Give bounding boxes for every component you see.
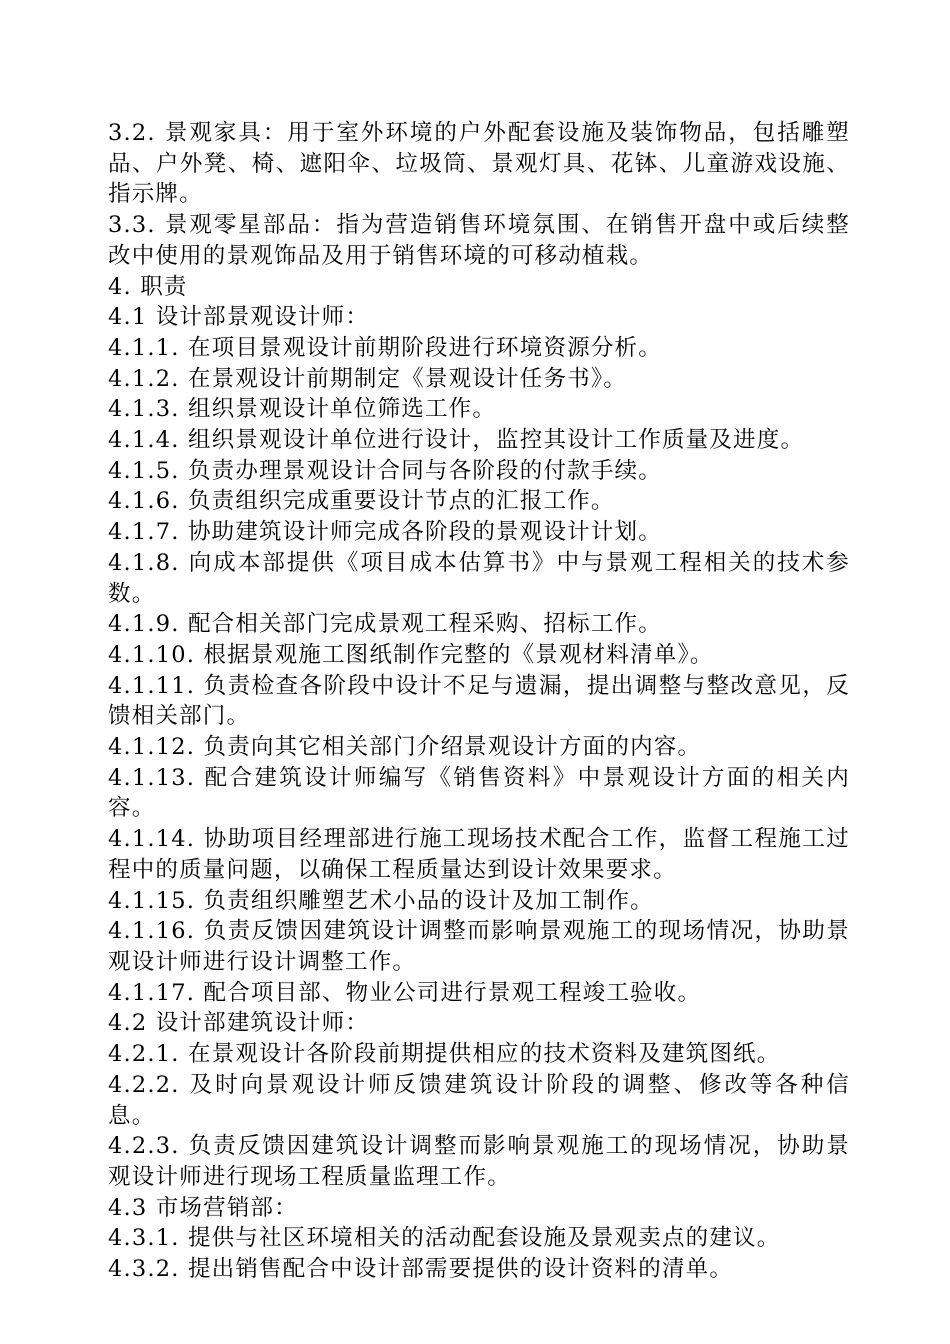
clause-4-1-10: 4.1.10. 根据景观施工图纸制作完整的《景观材料清单》。 [108, 641, 714, 668]
clause-4-1-16: 4.1.16. 负责反馈因建筑设计调整而影响景观施工的现场情况，协助景观设计师进行设计调整工作。 [108, 918, 850, 975]
clause-4-1-6: 4.1.6. 负责组织完成重要设计节点的汇报工作。 [108, 488, 615, 515]
clause-4-1-8: 4.1.8. 向成本部提供《项目成本估算书》中与景观工程相关的技术参数。 [108, 549, 850, 607]
clause-4-2-2: 4.2.2. 及时向景观设计师反馈建筑设计阶段的调整、修改等各种信息。 [108, 1071, 850, 1129]
clause-4-1-15: 4.1.15. 负责组织雕塑艺术小品的设计及加工制作。 [108, 887, 654, 914]
section-4-2-heading: 4.2 设计部建筑设计师： [108, 1010, 370, 1037]
clause-4-1-17: 4.1.17. 配合项目部、物业公司进行景观工程竣工验收。 [108, 979, 702, 1006]
clause-4-2-3: 4.2.3. 负责反馈因建筑设计调整而影响景观施工的现场情况，协助景观设计师进行现场工程质量监理工作。 [108, 1133, 850, 1190]
clause-4-1-14: 4.1.14. 协助项目经理部进行施工现场技术配合工作，监督工程施工过程中的质量问题，以确保工程质量达到设计效果要求。 [108, 826, 850, 883]
clause-4-1-13: 4.1.13. 配合建筑设计师编写《销售资料》中景观设计方面的相关内容。 [108, 764, 850, 822]
clause-4-1-12: 4.1.12. 负责向其它相关部门介绍景观设计方面的内容。 [108, 734, 702, 761]
clause-4-1-5: 4.1.5. 负责办理景观设计合同与各阶段的付款手续。 [108, 457, 662, 484]
clause-4-1-7: 4.1.7. 协助建筑设计师完成各阶段的景观设计计划。 [108, 519, 662, 546]
document-body [108, 118, 850, 1285]
clause-4-1-4: 4.1.4. 组织景观设计单位进行设计，监控其设计工作质量及进度。 [108, 427, 805, 454]
section-4-3-heading: 4.3 市场营销部： [108, 1194, 298, 1221]
clause-4-1-3: 4.1.3. 组织景观设计单位筛选工作。 [108, 396, 497, 423]
section-4-heading: 4. 职责 [108, 273, 188, 300]
clause-4-1-9: 4.1.9. 配合相关部门完成景观工程采购、招标工作。 [108, 611, 662, 638]
clause-3-3: 3.3. 景观零星部品：指为营造销售环境氛围、在销售开盘中或后续整改中使用的景观饰品及用于销售环境的可移动植栽。 [108, 212, 850, 269]
clause-4-3-1: 4.3.1. 提供与社区环境相关的活动配套设施及景观卖点的建议。 [108, 1225, 781, 1252]
clause-4-1-2: 4.1.2. 在景观设计前期制定《景观设计任务书》。 [108, 365, 628, 392]
clause-4-2-1: 4.2.1. 在景观设计各阶段前期提供相应的技术资料及建筑图纸。 [108, 1041, 781, 1068]
clause-3-2: 3.2. 景观家具：用于室外环境的户外配套设施及装饰物品，包括雕塑品、户外凳、椅、遮阳伞、垃圾筒、景观灯具、花钵、儿童游戏设施、指示牌。 [108, 120, 850, 208]
clause-4-1-11: 4.1.11. 负责检查各阶段中设计不足与遗漏，提出调整与整改意见，反馈相关部门。 [108, 672, 850, 730]
clause-4-1-1: 4.1.1. 在项目景观设计前期阶段进行环境资源分析。 [108, 334, 662, 361]
clause-4-3-2: 4.3.2. 提出销售配合中设计部需要提供的设计资料的清单。 [108, 1256, 734, 1283]
section-4-1-heading: 4.1 设计部景观设计师： [108, 304, 370, 331]
